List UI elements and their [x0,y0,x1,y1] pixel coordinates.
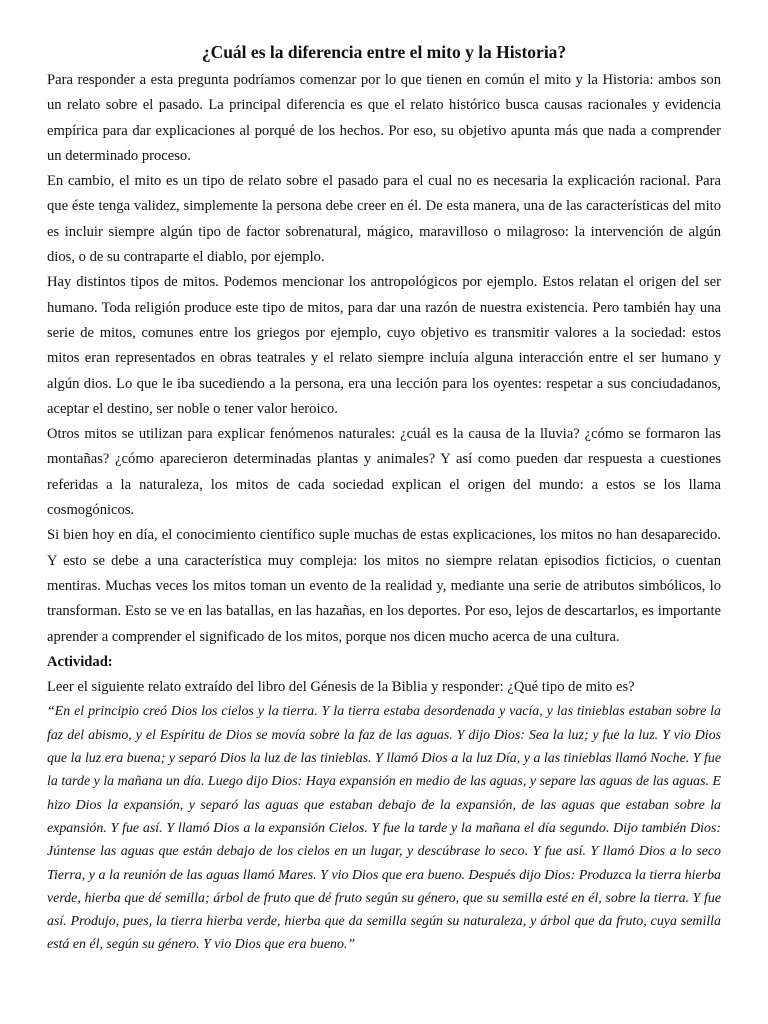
paragraph-intro: Para responder a esta pregunta podríamos comenzar por lo que tienen en común el mito y la Historia: ambos son un relato sobre el pasado. La principal diferencia es que el relato histórico busca causas racionales y evidencia empírica para dar explicaciones al porqué de los hechos. Por eso, su objetivo apunta más que nada a comprender un determinado proceso. [47,72,721,164]
activity-instruction: Leer el siguiente relato extraído del libro del Génesis de la Biblia y responder: ¿Qué tipo de mito es? [47,679,635,696]
paragraph-myth-types: Hay distintos tipos de mitos. Podemos mencionar los antropológicos por ejemplo. Estos relatan el origen del ser humano. Toda religión produce este tipo de mitos, para dar una razón de nuestra existencia. Pero también hay una serie de mitos, comunes entre los griegos por ejemplo, cuyo objetivo es transmitir valores a la sociedad: estos mitos eran representados en obras teatrales y el relato siempre incluía alguna interacción entre el ser humano y algún dios. Lo que le iba sucediendo a la persona, era una lección para los oyentes: respetar a sus conciudadanos, aceptar el destino, ser noble o tener valor heroico. [47,274,721,417]
paragraph-myth-definition: En cambio, el mito es un tipo de relato sobre el pasado para el cual no es necesaria la explicación racional. Para que éste tenga validez, simplemente la persona debe creer en él. De esta manera, una de las características del mito es incluir siempre algún tipo de factor sobrenatural, mágico, maravilloso o milagroso: la intervención de algún dios, o de su contraparte el diablo, por ejemplo. [47,173,721,266]
activity-heading: Actividad: [47,653,113,670]
document-title: ¿Cuál es la diferencia entre el mito y la Historia? [201,42,567,62]
paragraph-natural-phenomena: Otros mitos se utilizan para explicar fenómenos naturales: ¿cuál es la causa de la lluvia? ¿cómo se formaron las montañas? ¿cómo aparecieron determinadas plantas y animales? Y así como pueden dar respuesta a cuestiones referidas a la naturaleza, los mitos de cada sociedad explican el origen del mundo: a estos se los llama cosmogónicos. [47,426,721,519]
genesis-quote: “En el principio creó Dios los cielos y la tierra. Y la tierra estaba desordenada y vacía, y las tinieblas estaban sobre la faz del abismo, y el Espíritu de Dios se movía sobre la faz de las aguas. Y dijo Dios: Sea la luz; y fue la luz. Y vio Dios que la luz era buena; y separó Dios la luz de las tinieblas. Y llamó Dios a la luz Día, y a las tinieblas llamó Noche. Y fue la tarde y la mañana un día. Luego dijo Dios: Haya expansión en medio de las aguas, y separe las aguas de las aguas. E hizo Dios la expansión, y separó las aguas que estaban debajo de la expansión, de las aguas que estaban sobre la expansión. Y fue así. Y llamó Dios a la expansión Cielos. Y fue la tarde y la mañana el día segundo. Dijo también Dios: Júntense las aguas que están debajo de los cielos en un lugar, y descúbrase lo seco. Y fue así. Y llamó Dios a lo seco Tierra, y a la reunión de las aguas llamó Mares. Y vio Dios que era bueno. Después dijo Dios: Produzca la tierra hierba verde, hierba que dé semilla; árbol de fruto que dé fruto según su género, que su semilla esté en él, sobre la tierra. Y fue así. Produjo, pues, la tierra hierba verde, hierba que da semilla según su naturaleza, y árbol que da fruto, cuya semilla está en él, según su género. Y vio Dios que era bueno.” [47,704,721,953]
paragraph-conclusion: Si bien hoy en día, el conocimiento científico suple muchas de estas explicaciones, los mitos no han desaparecido. Y esto se debe a una característica muy compleja: los mitos no siempre relatan episodios ficticios, o cuentan mentiras. Muchas veces los mitos toman un evento de la realidad y, mediante una serie de atributos simbólicos, lo transforman. Esto se ve en las batallas, en las hazañas, en los deportes. Por eso, lejos de descartarlos, es importante aprender a comprender el significado de los mitos, porque nos dicen mucho acerca de una cultura. [47,527,721,645]
